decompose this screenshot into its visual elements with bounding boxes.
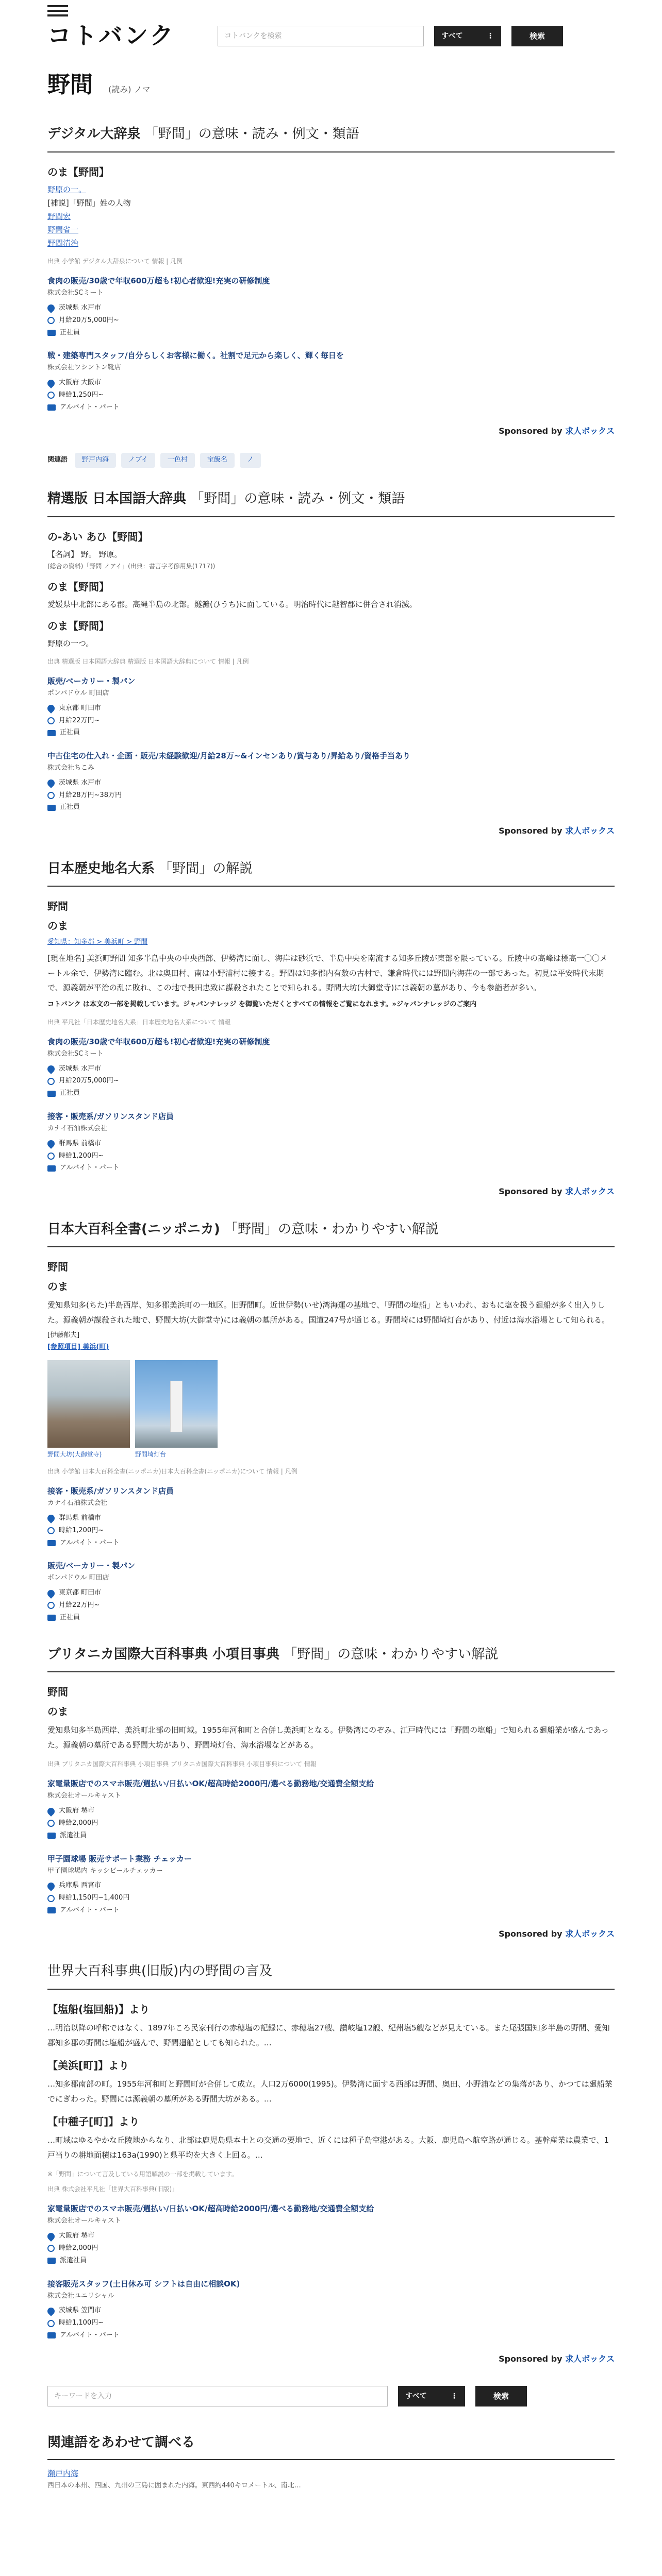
entry-head: のま【野間】 bbox=[47, 165, 109, 178]
bag-icon bbox=[47, 1907, 56, 1913]
job-company: カナイ石油株式会社 bbox=[47, 1124, 108, 1132]
job-title[interactable]: 販売/ベーカリー・製パン bbox=[47, 1561, 136, 1571]
yen-icon bbox=[47, 1527, 55, 1534]
sponsor-brand[interactable]: 求人ボックス bbox=[565, 826, 615, 836]
job-type: 正社員 bbox=[47, 802, 615, 813]
job-ad[interactable] bbox=[47, 349, 615, 413]
section-title: 日本歴史地名大系 「野間」の解説 bbox=[47, 858, 615, 887]
section-chimei bbox=[47, 858, 615, 1198]
mention-head[interactable]: 【美浜[町]】より bbox=[47, 2059, 129, 2072]
job-company: ポンパドウル 町田店 bbox=[47, 1574, 109, 1582]
source-meta: 出典 平凡社「日本歴史地名大系」日本歴史地名大系について 情報 bbox=[47, 1018, 231, 1026]
bag-icon bbox=[47, 2332, 56, 2338]
job-type: アルバイト・パート bbox=[47, 1163, 615, 1174]
job-title[interactable]: 甲子園球場 販売サポート業務 チェッカー bbox=[47, 1854, 192, 1863]
job-pay: 時給1,150円~1,400円 bbox=[47, 1893, 615, 1904]
location-icon bbox=[46, 1806, 56, 1817]
page-title: 野間 bbox=[47, 72, 93, 98]
related-word-desc: 西日本の本州、四国、九州の三島に囲まれた内海。東西約440キロメートル、南北… bbox=[47, 2481, 301, 2489]
menu-icon[interactable] bbox=[47, 5, 68, 16]
yen-icon bbox=[47, 2320, 55, 2327]
person-link[interactable]: 野間清治 bbox=[47, 238, 79, 248]
related-label: 関連語 bbox=[47, 456, 68, 464]
job-pay: 時給1,100円~ bbox=[47, 2318, 615, 2329]
source-meta: 出典 株式会社平凡社「世界大百科事典(旧版)」 bbox=[47, 2185, 178, 2193]
job-place: 東京都 町田市 bbox=[47, 703, 615, 714]
job-pay: 時給2,000円 bbox=[47, 2243, 615, 2254]
bottom-search bbox=[47, 2386, 615, 2406]
job-place: 兵庫県 西宮市 bbox=[47, 1880, 615, 1891]
yen-icon bbox=[47, 1895, 55, 1902]
source-meta: 出典 精選版 日本国語大辞典 精選版 日本国語大辞典について 情報 | 凡例 bbox=[47, 657, 249, 665]
location-icon bbox=[46, 1588, 56, 1599]
related-tag[interactable]: 一色村 bbox=[160, 453, 195, 468]
reading: (読み) ノマ bbox=[108, 84, 151, 94]
job-title[interactable]: 戦・建築専門スタッフ/自分らしくお客様に働く。社割で足元から楽しく、輝く毎日を bbox=[47, 351, 344, 361]
footnote: ※「野間」について言及している用語解説の一部を掲載しています。 bbox=[47, 2171, 238, 2178]
job-pay: 月給20万5,000円~ bbox=[47, 315, 615, 326]
entry-body: 愛知県知多半島西岸、美浜町北部の旧町域。1955年河和町と合併し美浜町となる。伊勢湾にのぞみ、江戸時代には「野間の塩船」で知られる廻船業が盛んであった。源義朝の墓所である野間大坊があり、野間埼灯台、海水浴場などがある。 bbox=[47, 1725, 609, 1750]
image-item[interactable] bbox=[135, 1360, 223, 1460]
bag-icon bbox=[47, 404, 56, 411]
job-pay: 時給2,000円 bbox=[47, 1818, 615, 1829]
related-tag[interactable]: ノブイ bbox=[121, 453, 155, 468]
entry-reading: のま bbox=[47, 920, 68, 933]
job-ad[interactable] bbox=[47, 1036, 615, 1099]
mention-text: …町域はゆるやかな丘陵地からなり、北部は鹿児島県本土との交通の要地で、近くには種子島空港がある。大阪、鹿児島へ航空路が通じる。基幹産業は農業で、1戸当りの耕地面積は163a(1990)と県平均を大きく上回る。… bbox=[47, 2136, 609, 2160]
yen-icon bbox=[47, 392, 55, 399]
yen-icon bbox=[47, 2245, 55, 2252]
yen-icon bbox=[47, 717, 55, 724]
job-type: 正社員 bbox=[47, 328, 615, 338]
source-meta: 出典 ブリタニカ国際大百科事典 小項目事典 ブリタニカ国際大百科事典 小項目事典について 情報 bbox=[47, 1760, 317, 1768]
sponsor-line: Sponsored by 求人ボックス bbox=[499, 426, 615, 436]
mention-text: …明治以降の呼称ではなく、1897年ころ民家刊行の赤穂塩の記録に、赤穂塩27艘、讃岐塩12艘、紀州塩5艘などが見えている。また尾張国知多半島の野間、愛知郡知多郡の野間は塩船が盛んで、野間廻船としても知られた。… bbox=[47, 2023, 610, 2047]
job-title[interactable]: 接客販売スタッフ(土日休み可 シフトは自由に相談OK) bbox=[47, 2279, 240, 2289]
job-company: 株式会社ユニリシャル bbox=[47, 2292, 114, 2300]
select-label: すべて bbox=[441, 31, 463, 40]
section-title: ブリタニカ国際大百科事典 小項目事典 「野間」の意味・わかりやすい解説 bbox=[47, 1644, 615, 1673]
section-title: デジタル大辞泉 「野間」の意味・読み・例文・類語 bbox=[47, 124, 615, 152]
job-ad[interactable] bbox=[47, 675, 615, 738]
sponsor-brand[interactable]: 求人ボックス bbox=[565, 2353, 615, 2364]
job-ad[interactable] bbox=[47, 275, 615, 338]
entry-reading: のま bbox=[47, 1280, 68, 1293]
job-place: 大阪府 堺市 bbox=[47, 2231, 615, 2242]
job-place: 茨城県 笠間市 bbox=[47, 2306, 615, 2316]
job-place: 茨城県 水戸市 bbox=[47, 778, 615, 789]
author: [伊藤郁夫] bbox=[47, 1331, 80, 1340]
location-icon bbox=[46, 303, 56, 313]
job-ad[interactable] bbox=[47, 1110, 615, 1174]
person-link[interactable]: 野間省一 bbox=[47, 225, 79, 234]
entry-body: [現在地名] 美浜町野間 知多半島中央の中央西部、伊勢湾に面し、海岸は砂浜で、半島中央を南流する知多丘陵が東部を限っている。丘陵中の高峰は標高一〇〇メートル余で、伊勢湾に臨む。北は奥田村、南は小野浦村に接する。野間は知多郡内有数の古村で、鎌倉時代には野間内海荘の一部であった。初見は平安時代末期で、源義朝が平治の乱に敗れ、この地で長田忠致に謀殺されたことで知られる。野間大坊(大御堂寺)には義朝の墓があり、今も参詣者が多い。 bbox=[47, 954, 607, 993]
location-icon bbox=[46, 703, 56, 714]
photo-lighthouse[interactable] bbox=[135, 1360, 218, 1448]
mention-text: …知多郡南部の町。1955年河和町と野間町が合併して成立。人口2万6000(1995)。伊勢湾に面する西部は野間、奥田、小野浦などの集落があり、かつては廻船業でにぎわった。野間には源義朝の墓所がある野間大坊がある。… bbox=[47, 2079, 613, 2104]
sponsor-line: Sponsored by 求人ボックス bbox=[499, 1187, 615, 1197]
source-meta: 出典 小学館 デジタル大辞泉について 情報 | 凡例 bbox=[47, 257, 183, 265]
job-ad[interactable] bbox=[47, 1560, 615, 1623]
photo-caption[interactable]: 野間大坊(大御堂寺) bbox=[47, 1450, 102, 1458]
job-pay: 月給28万円~38万円 bbox=[47, 790, 615, 801]
mention-head[interactable]: 【塩船(塩回船)】より bbox=[47, 2003, 150, 2015]
job-ad[interactable] bbox=[47, 1853, 615, 1916]
bag-icon bbox=[47, 1091, 56, 1097]
related-title: 関連語をあわせて調べる bbox=[47, 2432, 615, 2460]
location-icon bbox=[46, 2231, 56, 2242]
photo-caption[interactable]: 野間埼灯台 bbox=[135, 1450, 167, 1458]
yen-icon bbox=[47, 792, 55, 799]
entry-reading: のま bbox=[47, 1705, 68, 1718]
section-title: 日本大百科全書(ニッポニカ) 「野間」の意味・わかりやすい解説 bbox=[47, 1219, 615, 1248]
related-tags bbox=[47, 453, 615, 468]
location-icon bbox=[46, 1514, 56, 1524]
job-title[interactable]: 家電量販店でのスマホ販売/週払い/日払いOK/超高時給2000円/選べる勤務地/交通費全額支給 bbox=[47, 2204, 374, 2214]
bag-icon bbox=[47, 1833, 56, 1839]
bottom-search-input[interactable]: キーワードを入力 bbox=[47, 2386, 388, 2406]
search-scope-select[interactable] bbox=[434, 26, 501, 46]
bag-icon bbox=[47, 1165, 56, 1172]
site-logo[interactable]: コトバンク bbox=[47, 22, 176, 50]
related-words bbox=[47, 2432, 615, 2491]
location-icon bbox=[46, 2306, 56, 2316]
job-company: 株式会社SCミート bbox=[47, 1049, 104, 1058]
sponsor-line: Sponsored by 求人ボックス bbox=[499, 2353, 615, 2364]
bag-icon bbox=[47, 2258, 56, 2264]
definition: 野原の一つ。 bbox=[47, 638, 94, 648]
related-tag[interactable]: 宝飯名 bbox=[200, 453, 235, 468]
job-company: 株式会社オールキャスト bbox=[47, 1792, 121, 1800]
job-pay: 月給20万5,000円~ bbox=[47, 1076, 615, 1087]
bag-icon bbox=[47, 805, 56, 811]
entry-head: 野間 bbox=[47, 1686, 68, 1699]
definition[interactable]: 野原の一。 bbox=[47, 184, 87, 194]
section-title: 精選版 日本国語大辞典 「野間」の意味・読み・例文・類語 bbox=[47, 488, 615, 517]
job-title[interactable]: 接客・販売系/ガソリンスタンド店員 bbox=[47, 1111, 174, 1121]
section-heibonsha bbox=[47, 1961, 615, 2365]
search-input[interactable]: コトバンクを検索 bbox=[218, 26, 424, 46]
section-britannica bbox=[47, 1644, 615, 1941]
job-company: 株式会社オールキャスト bbox=[47, 2217, 121, 2225]
job-ad[interactable] bbox=[47, 1485, 615, 1548]
job-type: アルバイト・パート bbox=[47, 2330, 615, 2341]
job-pay: 月給22万円~ bbox=[47, 1600, 615, 1611]
job-title[interactable]: 中古住宅の仕入れ・企画・販売/未経験歓迎/月給28万~&インセンあり/賞与あり/昇給あり/資格手当あり bbox=[47, 751, 410, 761]
definition: 【名詞】 野。 野原。 bbox=[47, 549, 122, 559]
job-type: 正社員 bbox=[47, 1088, 615, 1099]
location-icon bbox=[46, 778, 56, 788]
sponsor-brand[interactable]: 求人ボックス bbox=[565, 1187, 615, 1197]
job-place: 東京都 町田市 bbox=[47, 1588, 615, 1599]
source-meta: 出典 小学館 日本大百科全書(ニッポニカ)日本大百科全書(ニッポニカ)について 情報 | 凡例 bbox=[47, 1468, 297, 1476]
definition-note: (総合の資料)「野間 ノアイ」(出典：書言字考節用集(1717)) bbox=[47, 562, 216, 570]
job-type: 派遣社員 bbox=[47, 1831, 615, 1841]
related-tag[interactable]: 野戸内海 bbox=[75, 453, 116, 468]
lighthouse-shape bbox=[170, 1381, 183, 1432]
job-type: アルバイト・パート bbox=[47, 1538, 615, 1549]
yen-icon bbox=[47, 1078, 55, 1085]
bottom-scope-select[interactable] bbox=[398, 2386, 465, 2406]
job-place: 大阪府 大阪市 bbox=[47, 378, 615, 388]
job-place: 群馬県 前橋市 bbox=[47, 1513, 615, 1524]
job-type: アルバイト・パート bbox=[47, 1905, 615, 1916]
job-company: ポンパドウル 町田店 bbox=[47, 689, 109, 697]
location-icon bbox=[46, 1064, 56, 1074]
yen-icon bbox=[47, 1602, 55, 1609]
yen-icon bbox=[47, 317, 55, 324]
section-title: 世界大百科事典(旧版)内の野間の言及 bbox=[47, 1961, 615, 1990]
related-word-link[interactable]: 瀬戸内海 bbox=[47, 2468, 79, 2478]
location-icon bbox=[46, 378, 56, 388]
job-place: 茨城県 水戸市 bbox=[47, 303, 615, 314]
job-type: 正社員 bbox=[47, 727, 615, 738]
yen-icon bbox=[47, 1820, 55, 1827]
job-ad[interactable] bbox=[47, 2202, 615, 2266]
section-daijisen bbox=[47, 124, 615, 437]
headword bbox=[47, 67, 615, 103]
photo-temple[interactable] bbox=[47, 1360, 130, 1448]
bag-icon bbox=[47, 330, 56, 336]
job-title[interactable]: 家電量販店でのスマホ販売/週払い/日払いOK/超高時給2000円/選べる勤務地/交通費全額支給 bbox=[47, 1779, 374, 1789]
yen-icon bbox=[47, 1153, 55, 1160]
job-ad[interactable] bbox=[47, 2278, 615, 2341]
job-pay: 月給22万円~ bbox=[47, 716, 615, 726]
note: [補説]「野間」姓の人物 bbox=[47, 198, 131, 208]
job-title[interactable]: 食肉の販売/30歳で年収600万超も!初心者歓迎!充実の研修制度 bbox=[47, 276, 270, 286]
section-nipponica bbox=[47, 1219, 615, 1623]
japanknowledge-notice: コトバンク は本文の一部を掲載しています。ジャパンナレッジ を御覧いただくとすべての情報をご覧になれます。»ジャパンナレッジのご案内 bbox=[47, 1000, 477, 1008]
entry-head: 野間 bbox=[47, 1261, 68, 1274]
chevron-down-icon: ⋮ bbox=[451, 2392, 458, 2401]
job-company: 株式会社ワシントン靴店 bbox=[47, 364, 121, 372]
job-type: 派遣社員 bbox=[47, 2256, 615, 2266]
select-label: すべて bbox=[405, 2392, 427, 2401]
job-pay: 時給1,200円~ bbox=[47, 1526, 615, 1536]
job-place: 大阪府 堺市 bbox=[47, 1806, 615, 1817]
chevron-down-icon: ⋮ bbox=[487, 31, 494, 40]
bag-icon bbox=[47, 730, 56, 736]
job-type: 正社員 bbox=[47, 1613, 615, 1623]
job-title[interactable]: 販売/ベーカリー・製パン bbox=[47, 676, 136, 686]
job-company: カナイ石油株式会社 bbox=[47, 1499, 108, 1507]
job-title[interactable]: 接客・販売系/ガソリンスタンド店員 bbox=[47, 1486, 174, 1496]
job-pay: 時給1,250円~ bbox=[47, 390, 615, 401]
job-place: 群馬県 前橋市 bbox=[47, 1139, 615, 1149]
search-button[interactable]: 検索 bbox=[511, 26, 563, 46]
job-company: 甲子園球場内 キッシビールチェッカー bbox=[47, 1867, 163, 1875]
sponsor-brand[interactable]: 求人ボックス bbox=[565, 1928, 615, 1939]
section-nikkoku bbox=[47, 488, 615, 838]
person-link[interactable]: 野間宏 bbox=[47, 211, 71, 221]
job-pay: 時給1,200円~ bbox=[47, 1151, 615, 1162]
image-row bbox=[47, 1360, 615, 1460]
job-type: アルバイト・パート bbox=[47, 402, 615, 413]
header bbox=[47, 21, 615, 52]
related-tag[interactable]: ノ bbox=[240, 453, 261, 468]
entry-head: の-あい あひ【野間】 bbox=[47, 530, 148, 543]
mention-head[interactable]: 【中種子[町]】より bbox=[47, 2115, 140, 2128]
sponsor-brand[interactable]: 求人ボックス bbox=[565, 426, 615, 436]
image-item[interactable] bbox=[47, 1360, 135, 1460]
job-ad[interactable] bbox=[47, 750, 615, 813]
job-ad[interactable] bbox=[47, 1777, 615, 1841]
entry-head: 野間 bbox=[47, 900, 68, 913]
entry-body: 愛知県知多(ちた)半島西岸、知多郡美浜町の一地区。旧野間町。近世伊勢(いせ)湾海運の基地で、「野間の塩船」ともいわれ、おもに塩を扱う廻船が多く出入りした。源義朝が謀殺された地で、野間大坊(大御堂寺)には義朝の墓所がある。国道247号が通じる。野間埼には野間埼灯台があり、付近は海水浴場として知られる。 bbox=[47, 1300, 610, 1325]
sponsor-line: Sponsored by 求人ボックス bbox=[499, 826, 615, 836]
location-icon bbox=[46, 1139, 56, 1149]
entry-head: のま【野間】 bbox=[47, 580, 109, 593]
job-company: 株式会社SCミート bbox=[47, 289, 104, 297]
breadcrumb[interactable]: 愛知県：知多郡 > 美浜町 > 野間 bbox=[47, 938, 148, 946]
location-icon bbox=[46, 1881, 56, 1891]
sponsor-line: Sponsored by 求人ボックス bbox=[499, 1928, 615, 1939]
definition: 愛媛県中北部にある郡。高縄半島の北部。燧灘(ひうち)に面している。明治時代に越智郡に併合され消滅。 bbox=[47, 599, 417, 609]
job-company: 株式会社ちこみ bbox=[47, 764, 95, 772]
bag-icon bbox=[47, 1615, 56, 1621]
ref-link[interactable]: [参照項目] 美浜(町) bbox=[47, 1343, 109, 1351]
job-title[interactable]: 食肉の販売/30歳で年収600万超も!初心者歓迎!充実の研修制度 bbox=[47, 1037, 270, 1046]
entry-head: のま【野間】 bbox=[47, 619, 109, 632]
bag-icon bbox=[47, 1540, 56, 1546]
job-place: 茨城県 水戸市 bbox=[47, 1064, 615, 1075]
bottom-search-button[interactable]: 検索 bbox=[475, 2386, 527, 2406]
